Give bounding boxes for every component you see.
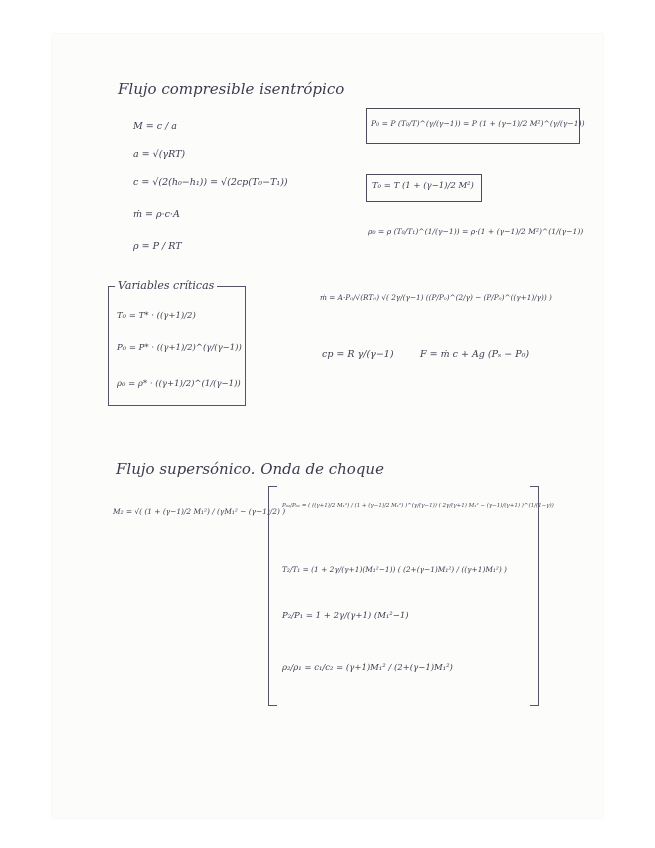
section-title-shock-wave: Flujo supersónico. Onda de choque	[116, 460, 384, 478]
equation-stagnation-pressure-ratio: P₀₂/P₀₁ = ( ((γ+1)/2 M₁²) / (1 + (γ−1)/2 M₁²) )^(γ/(γ−1)) ( 2γ/(γ+1) M₁² − (γ−1)/(γ+1) )^(1/(1−γ))	[282, 503, 554, 509]
equation-specific-heat: cp = R γ/(γ−1)	[322, 349, 394, 360]
equation-velocity: c = √(2(h₀−h₁)) = √(2cp(T₀−T₁))	[133, 177, 288, 188]
equation-density: ρ = P / RT	[133, 241, 182, 252]
equation-stagnation-density: ρ₀ = ρ (T₀/T₁)^(1/(γ−1)) = ρ·(1 + (γ−1)/2 M²)^(1/(γ−1))	[368, 227, 584, 236]
equation-critical-pressure: P₀ = P* · ((γ+1)/2)^(γ/(γ−1))	[117, 343, 242, 353]
equation-sound-speed: a = √(γRT)	[133, 149, 186, 160]
critical-variables-title: Variables críticas	[115, 279, 217, 292]
equation-mass-flow-nozzle: ṁ = A·P₀/√(RT₀) √( 2γ/(γ−1) ((P/P₀)^(2/γ) − (P/P₀)^((γ+1)/γ)) )	[320, 293, 552, 302]
equation-density-ratio: ρ₂/ρ₁ = c₁/c₂ = (γ+1)M₁² / (2+(γ−1)M₁²)	[282, 663, 453, 673]
equation-pressure-ratio: P₂/P₁ = 1 + 2γ/(γ+1) (M₁²−1)	[282, 611, 409, 621]
right-bracket	[530, 486, 539, 706]
equation-temperature-ratio: T₂/T₁ = (1 + 2γ/(γ+1)(M₁²−1)) ( (2+(γ−1)M₁²) / ((γ+1)M₁²) )	[282, 565, 507, 574]
equation-thrust: F = ṁ c + Ag (Pₛ − P₀)	[420, 349, 530, 360]
equation-mass-flow: ṁ = ρ·c·A	[133, 209, 180, 220]
equation-critical-density: ρ₀ = ρ* · ((γ+1)/2)^(1/(γ−1))	[117, 379, 241, 389]
equation-stagnation-pressure: P₀ = P (T₀/T)^(γ/(γ−1)) = P (1 + (γ−1)/2 M²)^(γ/(γ−1))	[371, 119, 585, 128]
left-bracket	[268, 486, 277, 706]
equation-critical-temperature: T₀ = T* · ((γ+1)/2)	[117, 311, 196, 321]
section-title-isentropic: Flujo compresible isentrópico	[118, 80, 345, 98]
equation-stagnation-temperature: T₀ = T (1 + (γ−1)/2 M²)	[372, 181, 474, 191]
equation-mach: M = c / a	[133, 121, 177, 132]
equation-downstream-mach: M₂ = √( (1 + (γ−1)/2 M₁²) / (γM₁² − (γ−1)/2) )	[113, 507, 286, 516]
